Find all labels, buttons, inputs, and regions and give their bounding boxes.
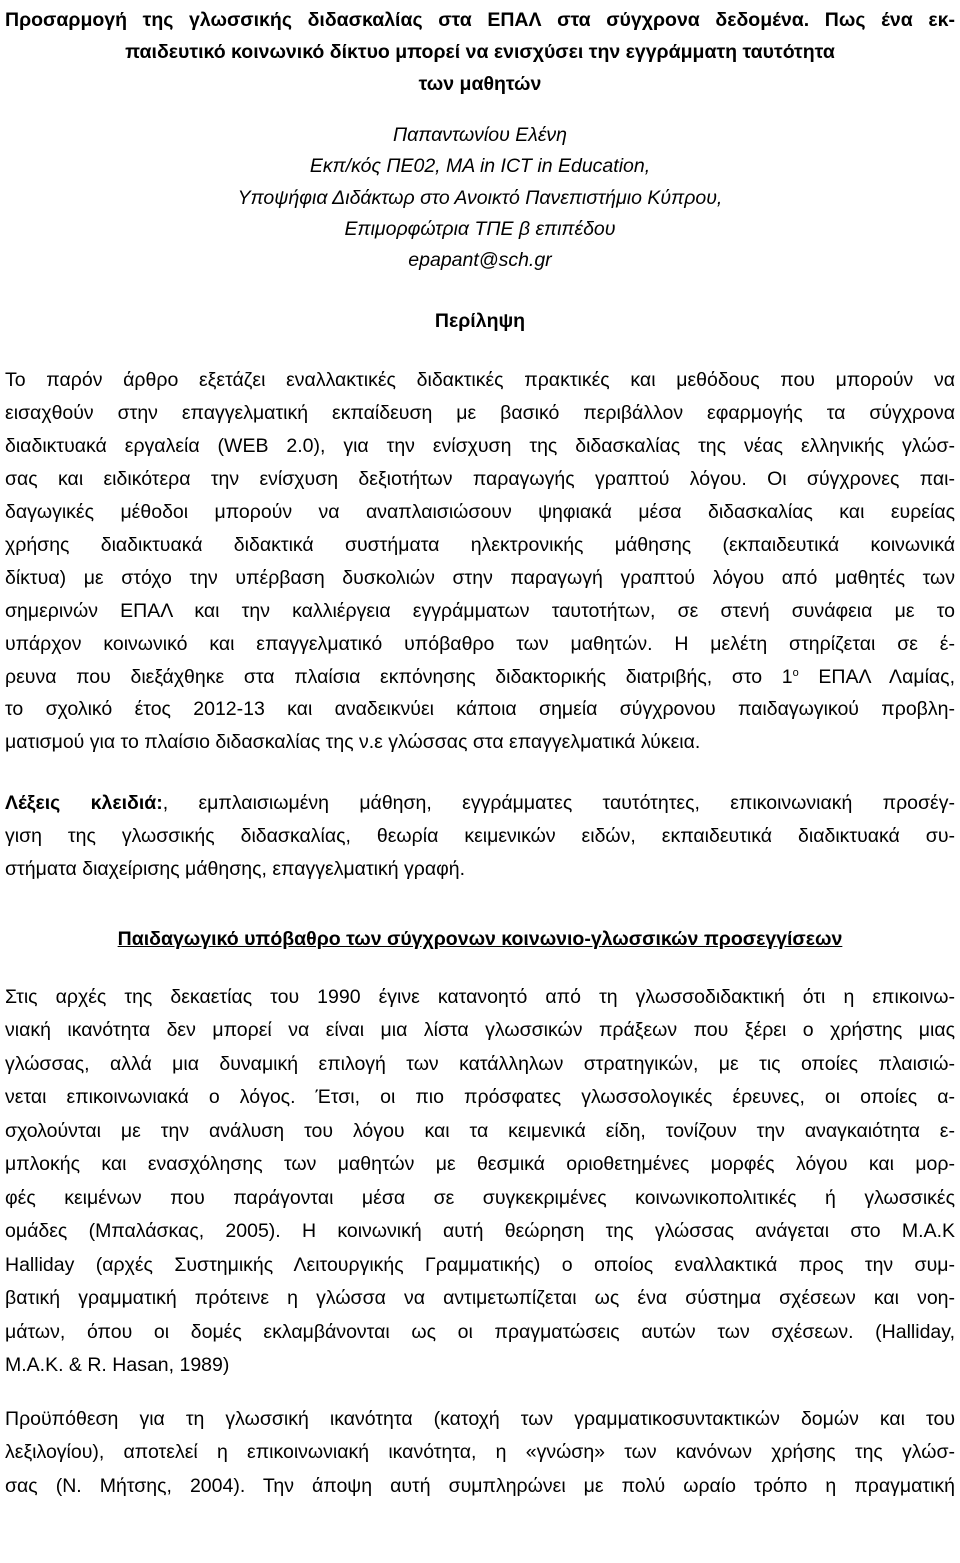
abstract-line: διαδικτυακά εργαλεία (WEB 2.0), για την ενίσχυση της διδασκαλίας της νέας ελληνικής γλώσ- bbox=[5, 435, 955, 458]
abstract-line: εισαχθούν στην επαγγελματική εκπαίδευση με βασικό περιβάλλον εφαρμογής τα σύγχρονα bbox=[5, 402, 955, 425]
abstract-body bbox=[5, 364, 955, 759]
author-email[interactable]: epapant@sch.gr bbox=[408, 249, 552, 272]
abstract-line: Το παρόν άρθρο εξετάζει εναλλακτικές διδακτικές πρακτικές και μεθόδους που μπορούν να bbox=[5, 369, 955, 392]
abstract-heading: Περίληψη bbox=[434, 310, 526, 333]
paragraph-line: μάτων, όπου οι δομές εκλαμβάνονται ως οι πραγματώσεις αυτών των σχέσεων. (Halliday, bbox=[5, 1320, 955, 1343]
keywords-label: Λέξεις κλειδιά: bbox=[5, 792, 163, 815]
keywords-line-3: στήματα διαχείρισης μάθησης, επαγγελματική γραφή. bbox=[5, 857, 466, 880]
keywords-block bbox=[5, 787, 955, 886]
paragraph-line: βατική γραμματική πρότεινε η γλώσσα να αντιμετωπίζεται ως ένα σύστημα σχέσεων και νοη- bbox=[5, 1287, 955, 1310]
ordinal-superscript: ο bbox=[792, 666, 799, 679]
paragraph-line: σχολούνται με την ανάλυση του λόγου και τα κειμενικά είδη, τονίζουν την αναγκαιότητα ε- bbox=[5, 1119, 955, 1142]
keywords-line-2: γιση της γλωσσικής διδασκαλίας, θεωρία κειμενικών ειδών, εκπαιδευτικά διαδικτυακά συ- bbox=[5, 825, 955, 848]
paragraph-line: Στις αρχές της δεκαετίας του 1990 έγινε κατανοητό από τη γλωσσοδιδακτική ότι η επικοινω- bbox=[5, 985, 955, 1008]
abstract-line10-pre: ρευνα που διεξάχθηκε στα πλαίσια εκπόνησης διδακτορικής διατριβής, στο 1 bbox=[5, 665, 793, 688]
paragraph-line: φές κειμένων που παράγονται μέσα σε συγκεκριμένες κοινωνικοπολιτικές ή γλωσσικές bbox=[5, 1186, 955, 1209]
author-name: Παπαντωνίου Ελένη bbox=[393, 124, 567, 146]
paragraph-line: λεξιλογίου), αποτελεί η επικοινωνιακή ικανότητα, η «γνώση» των κανόνων χρήσης της γλώσ- bbox=[5, 1441, 955, 1464]
abstract-line: το σχολικό έτος 2012-13 και αναδεικνύει κάποια σημεία σύγχρονου παιδαγωγικού προβλη- bbox=[5, 698, 955, 721]
abstract-line10-post: ΕΠΑΛ Λαμίας, bbox=[798, 665, 955, 688]
keywords-line-1 bbox=[5, 787, 955, 820]
paragraph-line: γλώσσας, αλλά μια δυναμική επιλογή των κατάλληλων στρατηγικών, με τις οποίες πλαισιώ- bbox=[5, 1052, 955, 1075]
paragraph-line: Προϋπόθεση για τη γλωσσική ικανότητα (κατοχή των γραμματικοσυντακτικών δομών και του bbox=[5, 1407, 955, 1430]
paragraph-line: νεται επικοινωνιακά ο λόγος. Έτσι, οι πιο πρόσφατες γλωσσολογικές έρευνες, οι οποίες α- bbox=[5, 1086, 955, 1109]
paragraph-line: σας (Ν. Μήτσης, 2004). Την άποψη αυτή συμπληρώνει με πολύ ωραίο τρόπο η πραγματική bbox=[5, 1474, 955, 1497]
abstract-line: χρήσης διαδικτυακά διδακτικά συστήματα ηλεκτρονικής μάθησης (εκπαιδευτικά κοινωνικά bbox=[5, 533, 955, 556]
section-paragraph-1 bbox=[5, 981, 955, 1383]
document-page bbox=[5, 4, 955, 1503]
author-trainer: Επιμορφώτρια ΤΠΕ β επιπέδου bbox=[344, 217, 616, 240]
paragraph-line: νιακή ικανότητα δεν μπορεί να είναι μια λίστα γλωσσικών πράξεων που ξέρει ο χρήστης μιας bbox=[5, 1019, 955, 1042]
title-line-3: των μαθητών bbox=[418, 73, 542, 95]
abstract-line: σημερινών ΕΠΑΛ και την καλλιέργεια εγγράμματων ταυτοτήτων, σε στενή συνάφεια με το bbox=[5, 599, 955, 622]
title-line-2: παιδευτικό κοινωνικό δίκτυο μπορεί να ενισχύσει την εγγράμματη ταυτότητα bbox=[125, 41, 835, 63]
abstract-line bbox=[5, 661, 955, 694]
abstract-line: δαγωγικές μέθοδοι μπορούν να αναπλαισιώσουν ψηφιακά μέσα διδασκαλίας και ευρείας bbox=[5, 501, 955, 524]
paragraph-line: μπλοκής και ενασχόλησης των μαθητών με θεσμικά οριοθετημένες μορφές λόγου και μορ- bbox=[5, 1153, 955, 1176]
abstract-line-last: ματισμού για το πλαίσιο διδασκαλίας της ν.ε γλώσσας στα επαγγελματικά λύκεια. bbox=[5, 731, 701, 754]
title-text-1: Προσαρμογή της γλωσσικής διδασκαλίας στα ΕΠΑΛ στα σύγχρονα δεδομένα. Πως ένα εκ- bbox=[5, 9, 955, 31]
paragraph-line: ομάδες (Μπαλάσκας, 2005). Η κοινωνική αυτή θεώρηση της γλώσσας ανάγεται στο M.A.K bbox=[5, 1220, 955, 1243]
section-heading: Παιδαγωγικό υπόβαθρο των σύγχρονων κοινωνιο-γλωσσικών προσεγγίσεων bbox=[117, 927, 843, 950]
abstract-line: σας και ειδικότερα την ενίσχυση δεξιοτήτων παραγωγής γραπτού λόγου. Οι σύγχρονες παι- bbox=[5, 468, 955, 491]
title-line-1 bbox=[5, 4, 955, 36]
abstract-line: υπάρχον κοινωνικό και επαγγελματικό υπόβαθρο των μαθητών. Η μελέτη στηρίζεται σε έ- bbox=[5, 632, 955, 655]
paragraph-line-last: M.A.K. & R. Hasan, 1989) bbox=[5, 1354, 230, 1377]
abstract-line: δίκτυα) με στόχο την υπέρβαση δυσκολιών στην παραγωγή γραπτού λόγου από μαθητές των bbox=[5, 566, 955, 589]
author-phd: Υποψήφια Διδάκτωρ στο Ανοικτό Πανεπιστήμιο Κύπρου, bbox=[237, 186, 723, 209]
paragraph-line: Halliday (αρχές Συστημικής Λειτουργικής Γραμματικής) ο οποίος εναλλακτικά προς την συμ- bbox=[5, 1253, 955, 1276]
keywords-text-1: , εμπλαισιωμένη μάθηση, εγγράμματες ταυτότητες, επικοινωνιακή προσέγ- bbox=[162, 792, 955, 815]
author-role: Εκπ/κός ΠΕ02, MA in ICT in Education, bbox=[309, 155, 651, 178]
section-paragraph-2 bbox=[5, 1403, 955, 1504]
